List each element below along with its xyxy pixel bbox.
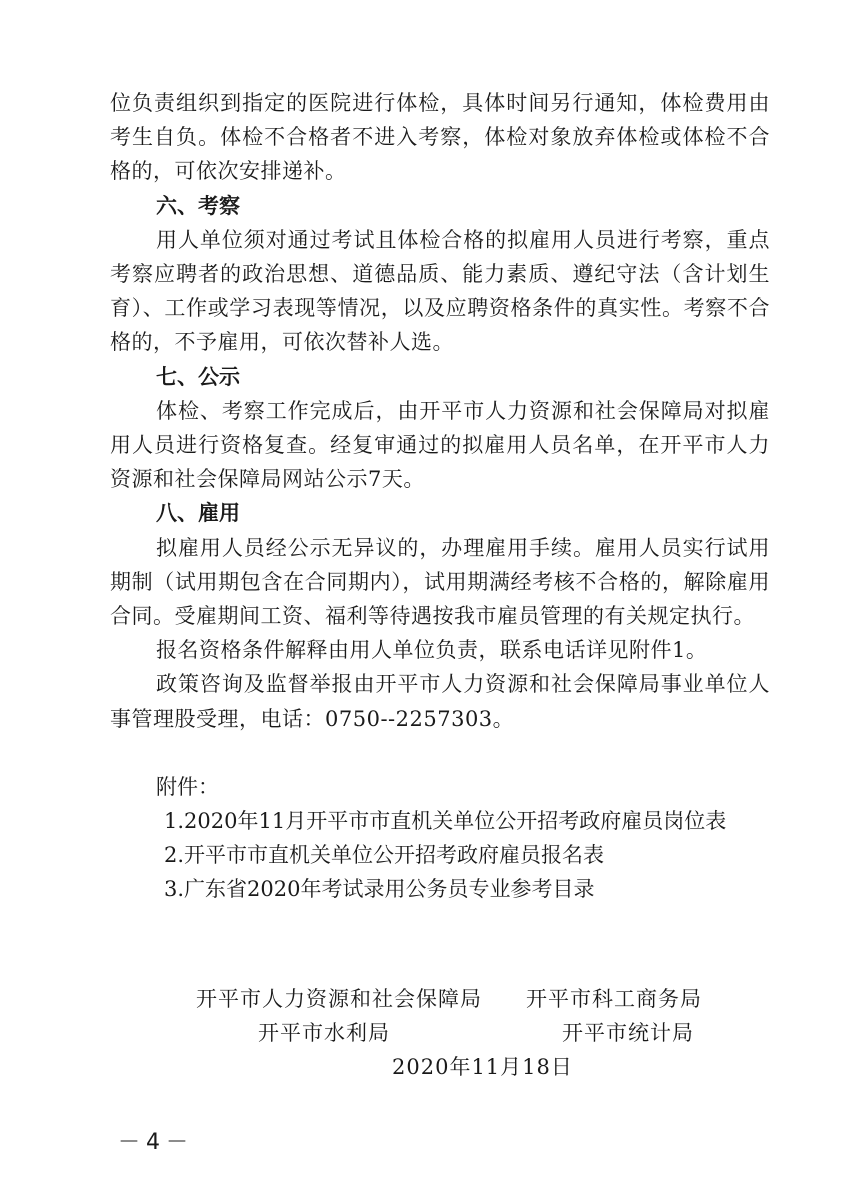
attachment-item-3: 3.广东省2020年考试录用公务员专业参考目录 (164, 877, 595, 902)
attachment-item-2: 2.开平市市直机关单位公开招考政府雇员报名表 (164, 843, 605, 868)
paragraph-qualification-note: 报名资格条件解释由用人单位负责，联系电话详见附件1。 (156, 638, 708, 663)
signature-org-statistics: 开平市统计局 (562, 1021, 694, 1045)
signature-org-commerce: 开平市科工商务局 (526, 987, 702, 1011)
heading-employment: 八、雇用 (156, 501, 240, 526)
signature-date: 2020年11月18日 (392, 1055, 573, 1079)
blank-line (110, 736, 770, 770)
attachment-item-1: 1.2020年11月开平市市直机关单位公开招考政府雇员岗位表 (164, 809, 727, 834)
heading-publicity: 七、公示 (156, 364, 240, 389)
signature-block (0, 982, 849, 1092)
paragraph-medical-exam: 位负责组织到指定的医院进行体检，具体时间另行通知，体检费用由考生自负。体检不合格者不进入考察，体检对象放弃体检或体检不合格的，可依次安排递补。 (110, 91, 770, 184)
heading-inspection: 六、考察 (156, 193, 240, 218)
paragraph-inspection: 用人单位须对通过考试且体检合格的拟雇用人员进行考察，重点考察应聘者的政治思想、道德品质、能力素质、遵纪守法（含计划生育）、工作或学习表现等情况，以及应聘资格条件的真实性。考察不合格的，不予雇用，可依次替补人选。 (110, 227, 770, 355)
page-number: －4－ (118, 1130, 194, 1155)
paragraph-publicity: 体检、考察工作完成后，由开平市人力资源和社会保障局对拟雇用人员进行资格复查。经复审通过的拟雇用人员名单，在开平市人力资源和社会保障局网站公示7天。 (110, 398, 770, 492)
signature-org-water: 开平市水利局 (258, 1021, 390, 1045)
attachments-label: 附件： (156, 774, 219, 799)
paragraph-policy-contact: 政策咨询及监督举报由开平市人力资源和社会保障局事业单位人事管理股受理，电话：0750--2257303。 (110, 672, 770, 731)
body-text (110, 86, 770, 907)
signature-org-hr: 开平市人力资源和社会保障局 (196, 987, 482, 1011)
paragraph-employment: 拟雇用人员经公示无异议的，办理雇用手续。雇用人员实行试用期制（试用期包含在合同期内），试用期满经考核不合格的，解除雇用合同。受雇期间工资、福利等待遇按我市雇员管理的有关规定执行。 (110, 535, 770, 629)
